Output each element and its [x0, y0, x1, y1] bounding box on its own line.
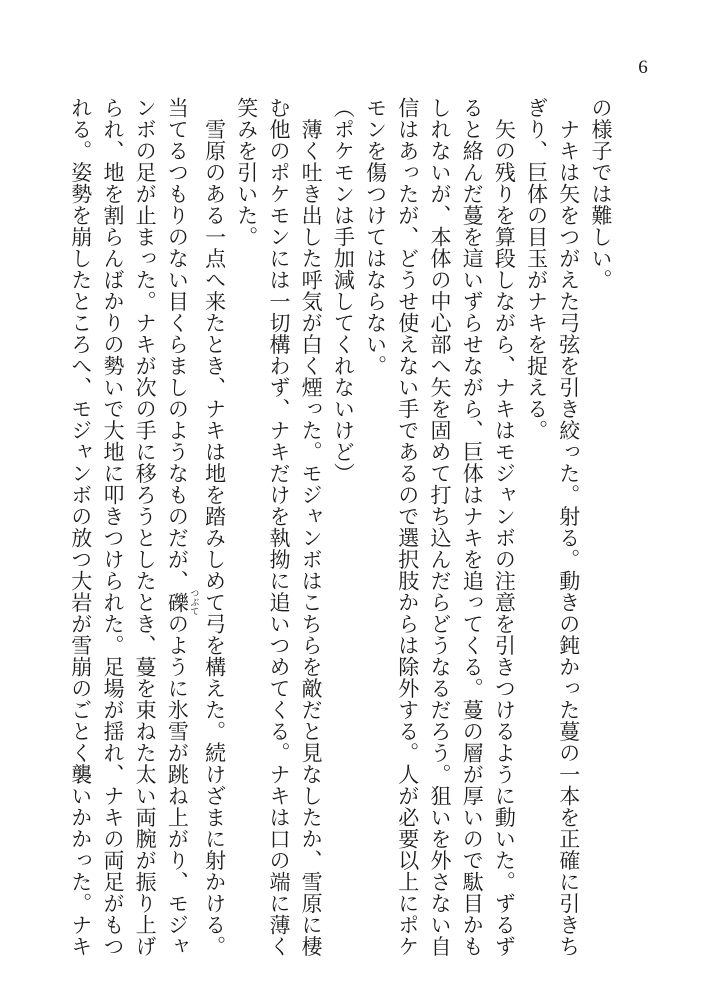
- text-line: 矢の残りを算段しながら、ナキはモジャンボの注意を引きつけるように動いた。ずるず: [492, 97, 517, 957]
- ruby-base: 礫: [165, 588, 190, 616]
- ruby-word: [165, 588, 199, 616]
- text-line: 雪原のある一点へ来たとき、ナキは地を踏みしめて弓を構えた。続けざまに射かける。: [202, 97, 227, 957]
- text-line: む他のポケモンには一切構わず、ナキだけを執拗に追いつめてくる。ナキは口の端に薄く: [266, 97, 291, 957]
- text-segment: のように氷雪が跳ね上がり、モジャ: [165, 613, 190, 957]
- ruby-reading: つぶて: [188, 588, 199, 616]
- text-line: 笑みを引いた。: [234, 97, 259, 248]
- text-line: ると絡んだ蔓を這いずらせながら、巨体はナキを追ってくる。蔓の層が厚いので駄目かも: [460, 97, 485, 957]
- text-line: ぎり、巨体の目玉がナキを捉える。: [524, 97, 549, 441]
- page-number: 6: [638, 57, 648, 78]
- text-line: しれないが、本体の中心部へ矢を固めて打ち込んだらどうなるだろう。狙いを外さない自: [427, 97, 452, 957]
- text-line: [161, 97, 198, 977]
- text-line: 薄く吐き出した呼気が白く煙った。モジャンボはこちらを敵だと見なしたか、雪原に棲: [299, 97, 324, 957]
- body-text: [65, 97, 617, 977]
- text-segment: 当てるつもりのない目くらましのようなものだが、: [165, 97, 190, 592]
- text-line: の様子では難しい。: [589, 97, 613, 291]
- text-line: られ、地を割らんばかりの勢いで大地に叩きつけられた。足場が揺れ、ナキの両足がもつ: [100, 97, 125, 957]
- text-line: ンボの足が止まった。ナキが次の手に移ろうとしたとき、蔓を束ねた太い両腕が振り上げ: [133, 97, 158, 957]
- text-line: ナキは矢をつがえた弓弦を引き絞った。射る。動きの鈍かった蔓の一本を正確に引きち: [556, 97, 581, 957]
- text-line: モンを傷つけてはならない。: [363, 97, 388, 377]
- text-line: 信はあったが、どうせ使えない手であるので選択肢からは除外する。人が必要以上にポケ: [395, 97, 420, 957]
- text-line: （ポケモンは手加減してくれないけど）: [331, 97, 356, 484]
- text-line: れる。姿勢を崩したところへ、モジャンボの放つ大岩が雪崩のごとく襲いかかった。ナキ: [68, 97, 93, 957]
